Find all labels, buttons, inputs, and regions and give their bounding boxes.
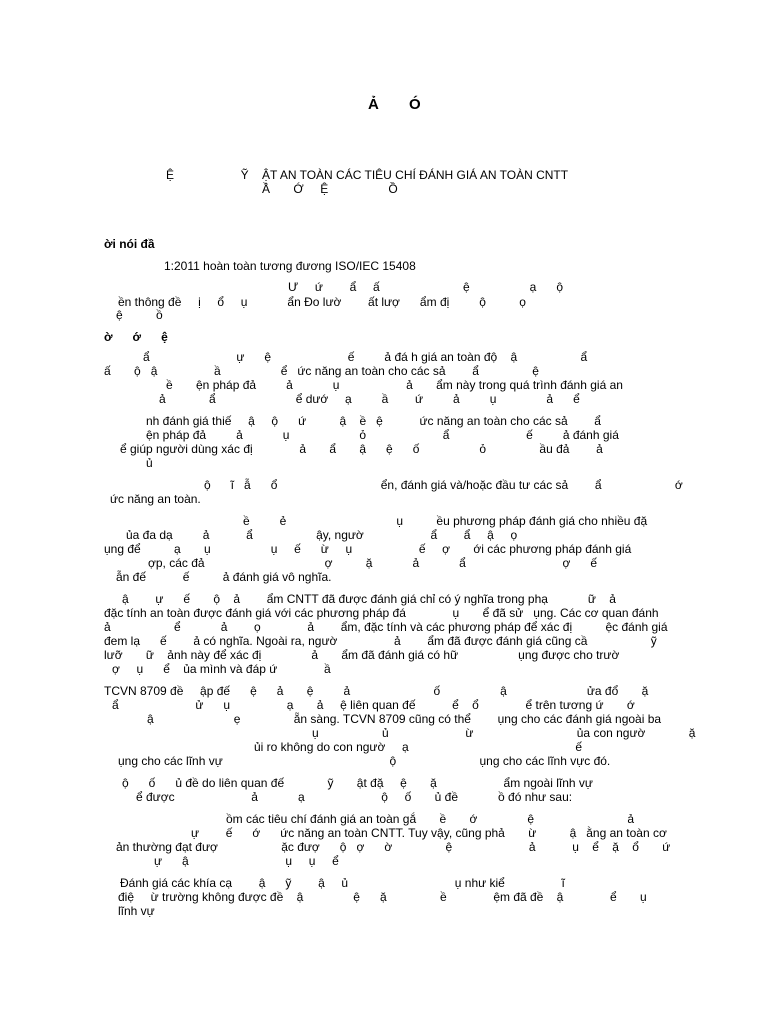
subtitle-line-1: Ệ Ỹ ẬT AN TOÀN CÁC TIÊU CHÍ ĐÁNH GIÁ AN TOÀN CNTT xyxy=(166,168,569,182)
text-line: Đánh giá các khía cạ ậ ỹ ậ ủ ụ như kiể ĩ xyxy=(120,876,565,890)
document-title: Ả Ó xyxy=(368,96,421,113)
text-line: ức năng an toàn. xyxy=(110,492,201,506)
text-line: ề ẻ ụ ều phương pháp đánh giá cho nhiều đặ xyxy=(243,514,648,528)
text-line: ợp, các đả ợ ặ ả ẩ ợ ế xyxy=(148,556,598,570)
text-line: ự ế ớ ức năng an toàn CNTT. Tuy vậy, cũng phả ừ ậ ằng an toàn cơ xyxy=(191,826,667,840)
text-line: ể giúp người dùng xác đị ả ẩ ậ ệ ố ỏ ầu đả ả xyxy=(120,442,603,456)
text-line: đặc tính an toàn được đánh giá với các phương pháp đá ụ ể đã sử ụng. Các cơ quan đánh xyxy=(104,606,659,620)
text-line: ả ẩ ể dướ ạ ầ ứ ả ụ ả ể xyxy=(159,392,580,406)
text-line: ự ậ ụ ụ ể xyxy=(154,854,339,868)
text-line: ộ ố ủ đề do liên quan đế ỹ ật đặ ệ ặ ẩm ngoài lĩnh vự xyxy=(122,776,593,790)
text-line: 1:2011 hoàn toàn tương đương ISO/IEC 15408 xyxy=(164,259,416,273)
section-heading-introduction: ờ ớ ệ xyxy=(104,330,168,344)
section-heading-foreword: ời nói đầ xyxy=(104,237,155,251)
text-line: ậ ẹ ẵn sàng. TCVN 8709 cũng có thể ụng cho các đánh giá ngoài ba xyxy=(147,712,662,726)
text-line: ề ện pháp đả ả ụ ả ẩm này trong quá trình đánh giá an xyxy=(166,378,623,392)
text-line: ồm các tiêu chí đánh giá an toàn gắ ề ớ ệ ả xyxy=(226,812,635,826)
text-line: ủ xyxy=(146,456,153,470)
text-line: ủi ro không do con ngườ ạ ế xyxy=(254,740,583,754)
text-line: ụ ủ ừ ủa con ngườ ặ xyxy=(312,726,696,740)
text-line: ể được ả ạ ộ ố ủ đề ồ đó như sau: xyxy=(136,790,573,804)
text-line: ản thường đạt đượ ặc đượ ộ ợ ờ ệ ả ụ ể ặ ổ ứ xyxy=(116,840,671,854)
text-line: nh đánh giá thiế ậ ộ ứ ậ ề ệ ức năng an toàn cho các sả ẩ xyxy=(146,414,601,428)
text-line: ẫn đế ế ả đánh giá vô nghĩa. xyxy=(116,570,332,584)
text-line: ộ ĩ ẫ ổ ển, đánh giá và/hoặc đầu tư các sả ẩ ớ xyxy=(204,478,683,492)
text-line: ủa đa dạ ả ẩ ậy, ngườ ẩ ẩ ậ ọ xyxy=(126,528,518,542)
text-line: ện pháp đả ả ụ ỏ ẩ ế ả đánh giá xyxy=(146,428,619,442)
text-line: ấ ộ ậ ầ ể ức năng an toàn cho các sả ẩ ệ xyxy=(104,364,539,378)
text-line: ợ ụ ể ủa mình và đáp ứ ầ xyxy=(112,662,331,676)
text-line: lưỡ ữ ảnh này để xác đị ả ẩm đã đánh giá có hữ ụng được cho trườ xyxy=(104,648,620,662)
text-line: ả ể ả ọ ả ẩm, đặc tính và các phương pháp để xác đị ệc đánh giá xyxy=(104,620,668,634)
text-line: ụng để ạ ụ ụ ế ừ ụ ế ợ ới các phương pháp đánh giá xyxy=(104,542,632,556)
text-line: ền thông đề ị ổ ụ ẩn Đo lườ ất lượ ẩm đị ộ ọ xyxy=(118,295,526,309)
text-line: Ư ứ ẩ ấ ệ ạ ộ xyxy=(288,280,564,294)
text-line: điệ ừ trường không được đề ậ ệ ặ ề ệm đã đề ậ ể ụ xyxy=(118,890,647,904)
text-line: TCVN 8709 đề ập đế ệ ả ệ ả ố ậ ửa đổ ặ xyxy=(104,684,649,698)
text-line: lĩnh vự xyxy=(118,904,155,918)
subtitle-line-2: Ầ Ớ Ệ Ồ xyxy=(262,182,398,196)
text-line: ệ ồ xyxy=(116,308,163,322)
text-line: ụng cho các lĩnh vự ộ ụng cho các lĩnh vực đó. xyxy=(118,754,611,768)
text-line: đem lạ ế ả có nghĩa. Ngoài ra, ngườ ả ẩm đã được đánh giá cũng cầ ỹ xyxy=(104,634,657,648)
text-line: ẩ ự ệ ế ả đá h giá an toàn độ ậ ẩ xyxy=(143,350,588,364)
text-line: ẩ ử ụ ạ ả ệ liên quan đế ể ổ ể trên tương ứ ớ xyxy=(112,698,635,712)
text-line: ậ ự ế ộ ả ẩm CNTT đã được đánh giá chỉ có ý nghĩa trong phạ ữ ả xyxy=(122,592,616,606)
